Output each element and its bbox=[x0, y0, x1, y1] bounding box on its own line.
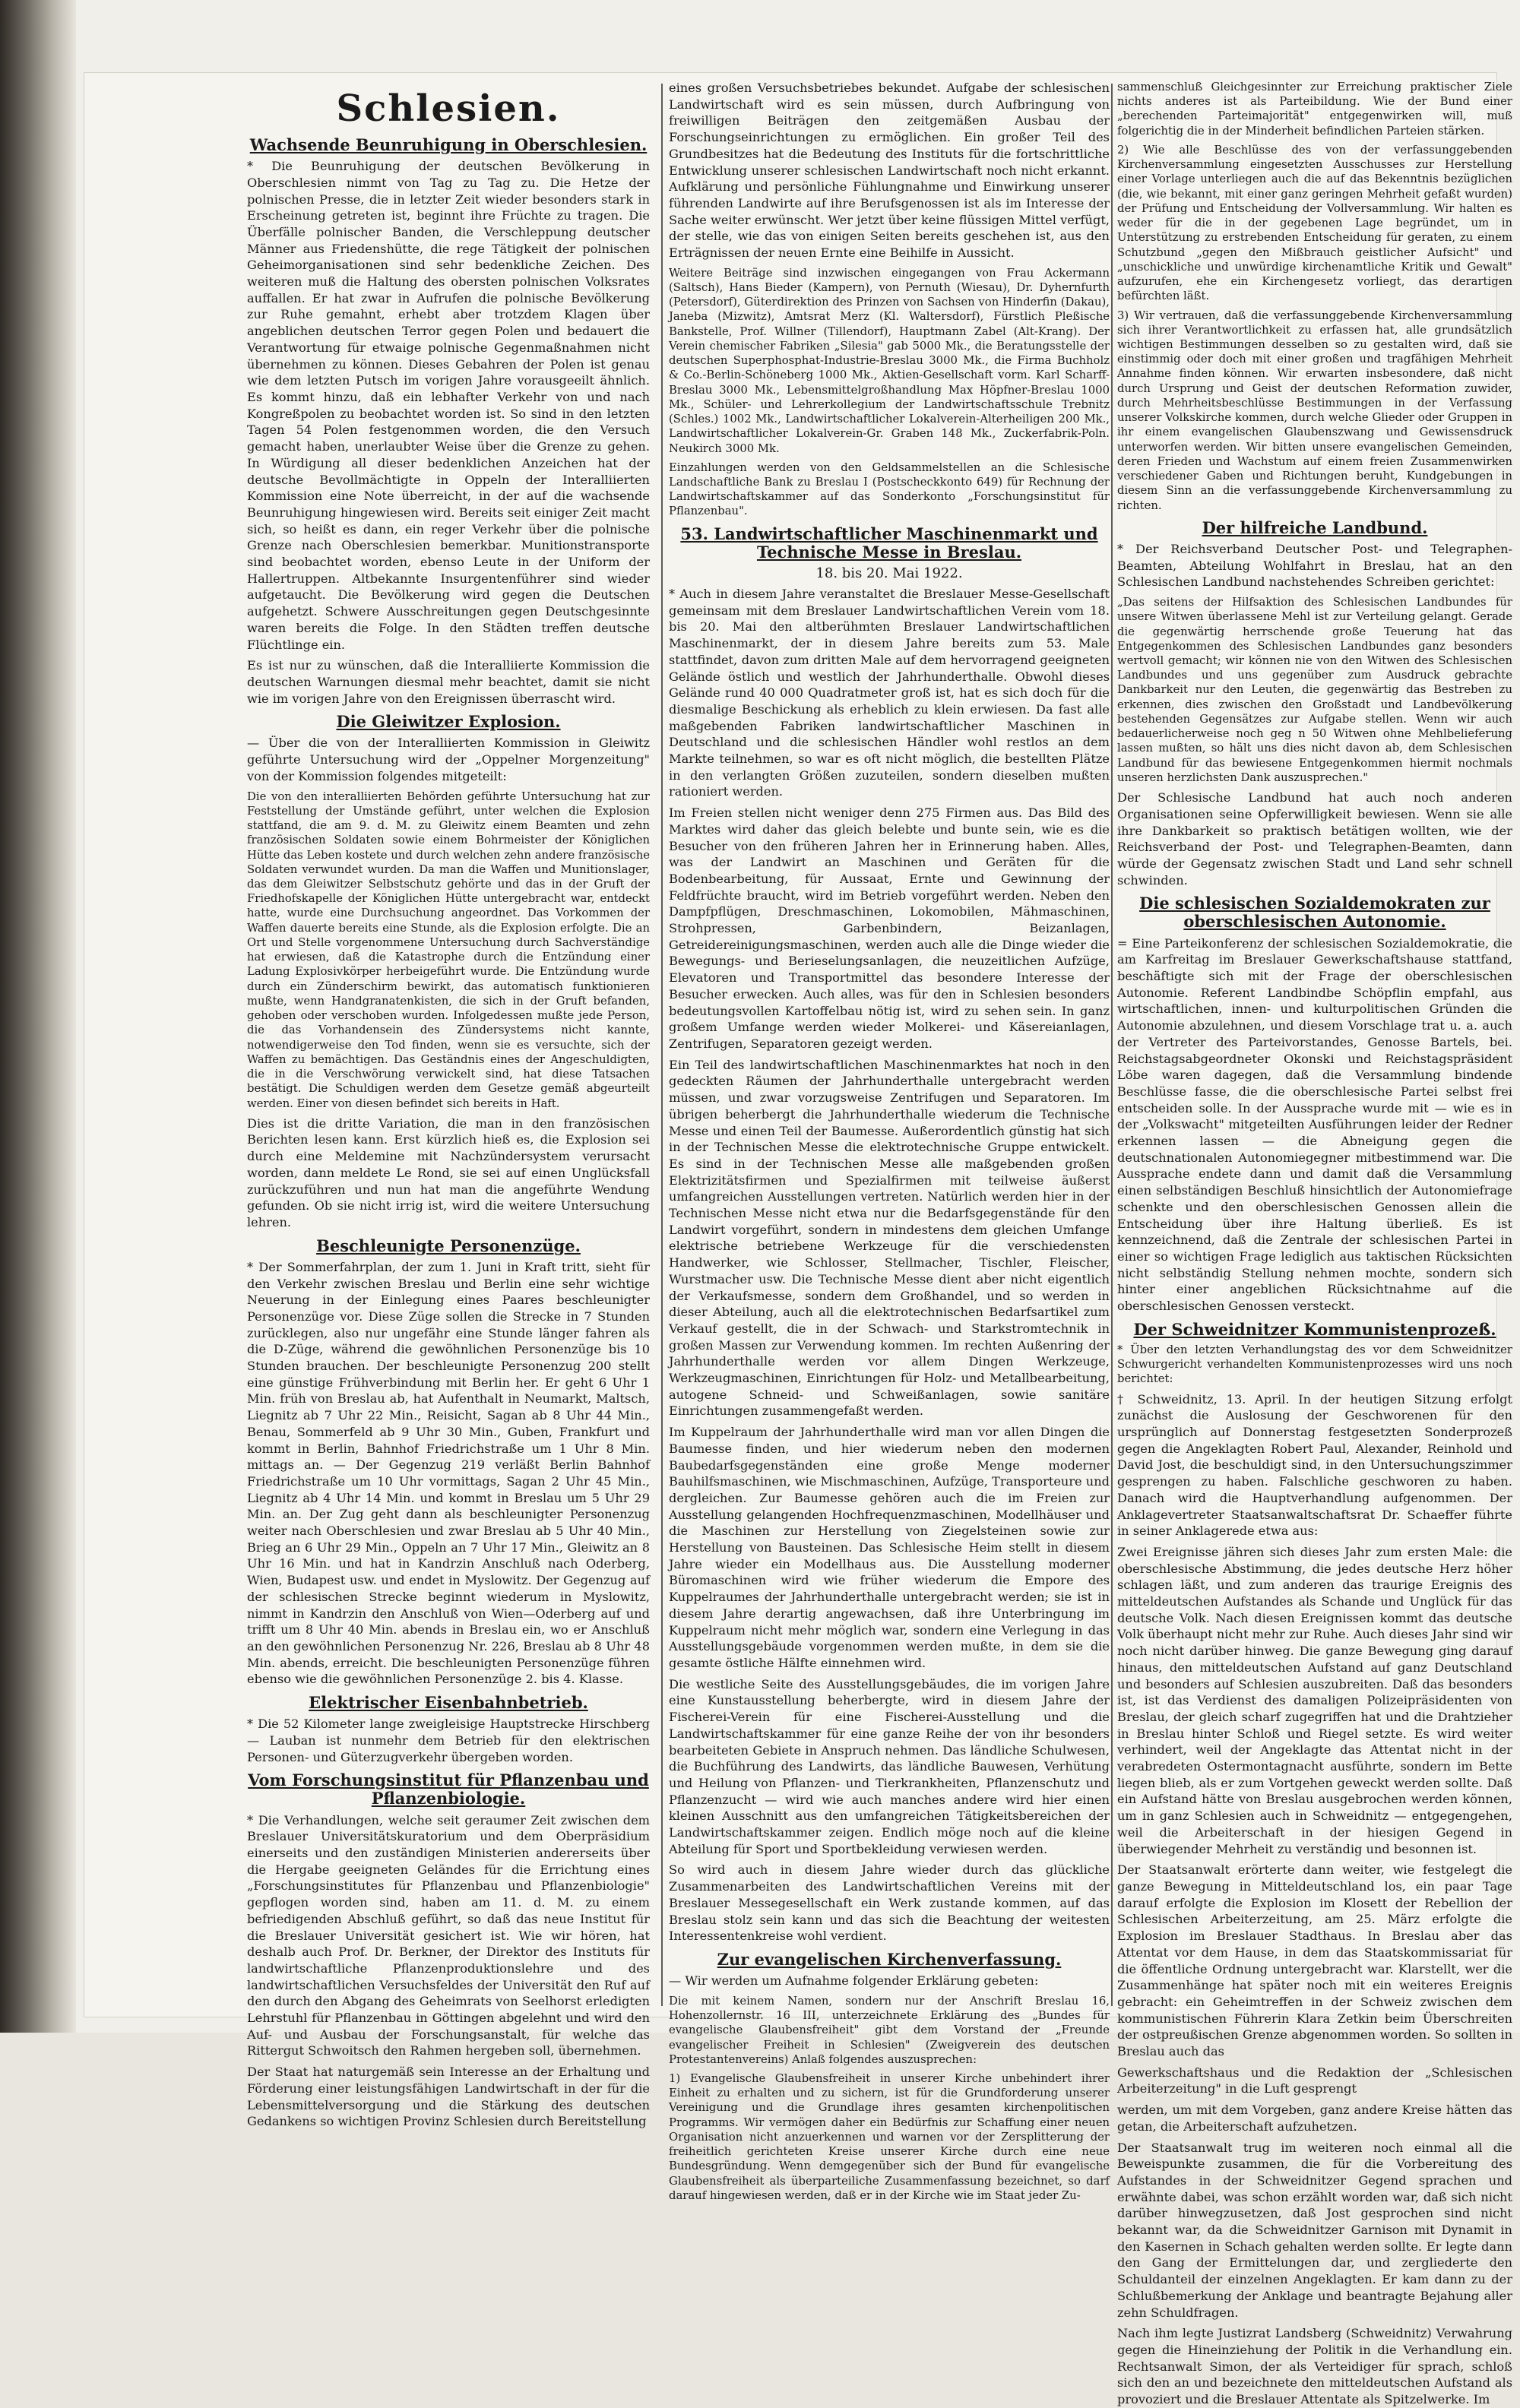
article-paragraph: Der Staatsanwalt erörterte dann weiter, wie festgelegt die ganze Bewegung in Mitteldeutschland los, ein paar Tage darauf erfolgte die Explosion im Klosett der Rebellion der Schlesischen Arbeiterzeitung, am 25. März erfolgte die Explosion im Breslauer Stadthaus. In Breslau aber das Attentat vor dem Hause, in dem das Staatskommissariat für die öffentliche Ordnung untergebracht war. Klarstellt, wer die Zusammenhänge hat später noch mit ein weiteres Ereignis gebracht: ein Geheimtreffen in der Schweiz zwischen dem kommunistischen Führerin Klara Zetkin beim Überschreiten der ostpreußischen Grenze abgenommen worden. So sollten in Breslau auch das bbox=[1117, 1862, 1512, 2059]
article-paragraph: 3) Wir vertrauen, daß die verfassunggebende Kirchenversammlung sich ihrer Verantwortlichkeit zu erfassen hat, alle grundsätzlich wichtigen Bestimmungen desselben so zu gestalten wird, daß sie einstimmig oder doch mit einer großen und tragfähigen Mehrheit Annahme finden können. Wir erwarten insbesondere, daß nicht durch Ursprung und Geist der deutschen Reformation zuwider, durch Mehrheitsbeschlüsse Bestimmungen in der Verfassung unserer Volkskirche kommen, durch welche Glieder oder Gruppen in ihr einem evangelischen Glaubenszwang und Gewissensdruck unterworfen werden. Wir bitten unsere evangelischen Gemeinden, deren Frieden und Wachstum auf einem freien Zusammenwirken verschiedener Gaben und Richtungen beruht, Kundgebungen in diesem Sinn an die verfassunggebende Kirchenversammlung zu richten. bbox=[1117, 309, 1512, 512]
section-title: Schlesien. bbox=[336, 87, 561, 130]
article-paragraph: Die von den interalliierten Behörden geführte Untersuchung hat zur Feststellung der Umstände geführt, unter welchen die Explosion stattfand, die am 9. d. M. zu Gleiwitz einem Beamten und zehn französischen Soldaten sowie einem Bohrmeister der Königlichen Hütte das Leben kostete und durch welchen zehn andere französische Soldaten verwundet wurden. Da man die Waffen und Munitionslager, das dem Gleiwitzer Selbstschutz gehörte und das in der Gruft der Friedhofskapelle der Königlichen Hütte untergebracht war, entdeckt hatte, wurde eine Durchsuchung angeordnet. Das Vorkommen der Waffen dauerte bereits eine Stunde, als die Explosion erfolgte. Die an Ort und Stelle vorgenommene Untersuchung durch Sachverständige hat erwiesen, daß die Katastrophe durch die Entzündung einer Ladung Explosivkörper herbeigeführt wurde. Die Entzündung wurde durch ein Zünderschirm bewirkt, das automatisch funktionieren mußte, wenn Handgranatenkisten, die sich in der Gruft befanden, gehoben oder verschoben wurden. Infolgedessen mußte jede Person, die das Vorhandensein des Zündersystems nicht kannte, notwendigerweise den Tod finden, wenn sie es versuchte, sich der Waffen zu bemächtigen. Das Geständnis eines der Angeschuldigten, die in die Verschwörung verwickelt sind, hat diese Tatsachen bestätigt. Die Schuldigen werden dem Gesetze gemäß abgeurteilt werden. Einer von diesen befindet sich bereits in Haft. bbox=[247, 789, 650, 1110]
article-paragraph: — Wir werden um Aufnahme folgender Erklärung gebeten: bbox=[669, 1973, 1039, 1989]
article-paragraph: Im Freien stellen nicht weniger denn 275 Firmen aus. Das Bild des Marktes wird daher das gleich belebte und bunte sein, wie es die Besucher von den früheren Jahren her in Erinnerung haben. Alles, was der Landwirt an Maschinen und Geräten für die Bodenbearbeitung, für Aussaat, Ernte und Gewinnung der Feldfrüchte braucht, wird im Betrieb vorgeführt werden. Neben den Dampfpflügen, Dreschmaschinen, Lokomobilen, Mähmaschinen, Strohpressen, Garbenbindern, Beizanlagen, Getreidereinigungsmaschinen, werden auch alle die Dinge wieder die Bewegungs- und Berieselungsanlagen, die neuzeitlichen Aufzüge, Elevatoren und Transportmittel das besondere Interesse der Besucher erwecken. Auch alles, was für den in Schlesien besonders bedeutungsvollen Kartoffelbau nötig ist, wird zu sehen sein. In ganz großem Umfange werden wieder Molkerei- und Käsereianlagen, Zentrifugen, Separatoren gezeigt werden. bbox=[669, 805, 1110, 1051]
column-1 bbox=[247, 80, 650, 2129]
column-3 bbox=[1117, 80, 1512, 2407]
article-title: Elektrischer Eisenbahnbetrieb. bbox=[309, 1693, 588, 1713]
article-paragraph: Es ist nur zu wünschen, daß die Interalliierte Kommission die deutschen Warnungen diesmal mehr beachtet, damit sie nicht wie im vorigen Jahre von den Ereignissen überrascht wird. bbox=[247, 658, 650, 706]
article-paragraph: * Die 52 Kilometer lange zweigleisige Hauptstrecke Hirschberg — Lauban ist nunmehr dem Betrieb für den elektrischen Personen- und Güterzugverkehr übergeben worden. bbox=[247, 1717, 650, 1764]
article-title: Zur evangelischen Kirchenverfassung. bbox=[717, 1949, 1062, 1969]
article-paragraph: * Der Reichsverband Deutscher Post- und Telegraphen-Beamten, Abteilung Wohlfahrt in Breslau, hat an den Schlesischen Landbund nachstehendes Schreiben gerichtet: bbox=[1117, 541, 1512, 590]
article-paragraph: Der Staat hat naturgemäß sein Interesse an der Erhaltung und Förderung einer leistungsfähigen Landwirtschaft in der für die Lebensmittelversorgung und die Stärkung des deutschen Gedankens so wichtigen Provinz Schlesien durch Bereitstellung bbox=[247, 2065, 650, 2129]
article-paragraph: Weitere Beiträge sind inzwischen eingegangen von Frau Ackermann (Saltsch), Hans Bieder (Kampern), von Pernuth (Wiesau), Dr. Dyhernfurth (Petersdorf), Güterdirektion des Prinzen von Sachsen von Hinderfin (Dakau), Janeba (Mizwitz), Amtsrat Merz (Kl. Waltersdorf), Fürstlich Pleßische Bankstelle, Prof. Willner (Tillendorf), Hauptmann Zabel (Alt-Krang). Der Verein chemischer Fabriken „Silesia" gab 5000 Mk., die Beratungsstelle der deutschen Superphosphat-Industrie-Breslau 3000 Mk., die Firma Buchholz & Co.-Berlin-Schöneberg 1000 Mk., Aktien-Gesellschaft vorm. Karl Scharff-Breslau 3000 Mk., Lebensmittelgroßhandlung Max Höpfner-Breslau 1000 Mk., Schüler- und Lehrerkollegium der Landwirtschaftsschule Trebnitz (Schles.) 1002 Mk., Landwirtschaftlicher Lokalverein-Alterheiligen 200 Mk., Landwirtschaftlicher Lokalverein-Gr. Graben 148 Mk., Zuckerfabrik-Poln. Neukirch 3000 Mk. bbox=[669, 266, 1110, 455]
article-paragraph: werden, um mit dem Vorgeben, ganz andere Kreise hätten das getan, die Arbeiterschaft aufzuhetzen. bbox=[1117, 2103, 1512, 2134]
article-paragraph: = Eine Parteikonferenz der schlesischen Sozialdemokratie, die am Karfreitag im Breslauer Gewerkschaftshause stattfand, beschäftigte sich mit der Frage der oberschlesischen Autonomie. Referent Landbindbe Schöpflin empfahl, aus wirtschaftlichen, innen- und kulturpolitischen Gründen die Autonomie abzulehnen, und diesem Vorschlage trat u. a. auch der Vertreter des Parteivorstandes, Genosse Bartels, bei. Reichstagsabgeordneter Okonski und Reichstagspräsident Löbe waren dagegen, daß die Versammlung bindende Beschlüsse fasse, die die oberschlesische Partei selbst frei entscheiden solle. In der Aussprache wurde mit — wie es in der „Volkswacht" mitgeteilten Ausführungen leider der Redner erkennen lassen — die Abneigung gegen die deutschnationalen Autonomiegegner mitbestimmend war. Die Aussprache endete dann und damit daß die Versammlung einen selbständigen Beschluß hinsichtlich der Autonomiefrage schenkte und den oberschlesischen Genossen allein die Entscheidung über ihre Haltung überließ. Es ist kennzeichnend, daß die Zentrale der schlesischen Partei in einer so wichtigen Frage lediglich aus taktischen Rücksichten nicht selbständig Stellung nehmen mochte, sondern sich hinter einer angeblichen Rücksichtnahme auf die oberschlesischen Genossen versteckt. bbox=[1117, 935, 1512, 1314]
article-paragraph: * Der Sommerfahrplan, der zum 1. Juni in Kraft tritt, sieht für den Verkehr zwischen Breslau und Berlin eine sehr wichtige Neuerung in der Einlegung eines Paares beschleunigter Personenzüge vor. Diese Züge sollen die Strecke in 7 Stunden zurücklegen, also nur ungefähr eine Stunde länger fahren als die D-Züge, während die gewöhnlichen Personenzüge bis 10 Stunden brauchen. Der beschleunigte Personenzug 200 stellt eine günstige Frühverbindung mit Berlin her. Er geht 6 Uhr 1 Min. früh von Breslau ab, hat Aufenthalt in Neumarkt, Maltsch, Liegnitz ab 7 Uhr 22 Min., Reisicht, Sagan ab 8 Uhr 44 Min., Benau, Sommerfeld ab 9 Uhr 30 Min., Guben, Frankfurt und kommt in Berlin, Bahnhof Friedrichstraße um 1 Uhr 8 Min. mittags an. — Der Gegenzug 219 verläßt Berlin Bahnhof Friedrichstraße um 10 Uhr vormittags, Sagan 2 Uhr 45 Min., Liegnitz ab 4 Uhr 14 Min. und kommt in Breslau um 5 Uhr 29 Min. an. Der Zug geht dann als beschleunigter Personenzug weiter nach Oberschlesien und zwar Breslau ab 5 Uhr 40 Min., Brieg an 6 Uhr 29 Min., Oppeln an 7 Uhr 17 Min., Gleiwitz an 8 Uhr 16 Min. und hat in Kandrzin Anschluß nach Oderberg, Wien, Budapest usw. und endet in Myslowitz. Der Gegenzug auf der schlesischen Strecke beginnt wiederum in Myslowitz, nimmt in Kandrzin den Anschluß von Wien—Oderberg auf und trifft um 8 Uhr 40 Min. abends in Breslau ein, wo er Anschluß an den gewöhnlichen Personenzug Nr. 226, Breslau ab 8 Uhr 48 Min. abends, erreicht. Die beschleunigten Personenzüge führen ebenso wie die gewöhnlichen Personenzüge 2. bis 4. Klasse. bbox=[247, 1259, 650, 1687]
article-paragraph: Nach ihm legte Justizrat Landsberg (Schweidnitz) Verwahrung gegen die Hineinziehung der Politik in die Verhandlung ein. Rechtsanwalt Simon, der als Verteidiger für sprach, schloß sich den an und bezeichnete den mitteldeutschen Aufstand als provoziert und die Breslauer Attentate als Spitzelwerke. Im bbox=[1117, 2326, 1512, 2407]
article-paragraph: Einzahlungen werden von den Geldsammelstellen an die Schlesische Landschaftliche Bank zu Breslau I (Postscheckkonto 649) für Rechnung der Landwirtschaftskammer auf das Sonderkonto „Forschungsinstitut für Pflanzenbau". bbox=[669, 460, 1110, 518]
article-title: Vom Forschungsinstitut für Pflanzenbau und Pflanzenbiologie. bbox=[248, 1770, 649, 1808]
article-paragraph: Die westliche Seite des Ausstellungsgebäudes, die im vorigen Jahre eine Kunstausstellung beherbergte, wird in diesem Jahre der Fischerei-Verein für eine Fischerei-Ausstellung und die Landwirtschaftskammer für eine ganze Reihe der von ihr besonders bearbeiteten Gebiete in Anspruch nehmen. Das ländliche Schulwesen, die Buchführung des Landwirts, das ländliche Bauwesen, Verhütung und Heilung von Pflanzen- und Tierkrankheiten, Pflanzenschutz und Pflanzenzucht — wird wie auch manches andere wird hier einen kleinen Ausschnitt aus den umfangreichen Tätigkeitsbereichen der Landwirtschaftskammer zeigen. Endlich möge noch auf die kleine Abteilung für Sport und Sportbekleidung verwiesen werden. bbox=[669, 1676, 1110, 1856]
column-rule bbox=[661, 84, 663, 2006]
article-title: Der hilfreiche Landbund. bbox=[1202, 517, 1428, 537]
article-paragraph: * Über den letzten Verhandlungstag des vor dem Schweidnitzer Schwurgericht verhandelten Kommunistenprozesses wird uns noch berichtet: bbox=[1117, 1343, 1512, 1386]
article-paragraph: † Schweidnitz, 13. April. In der heutigen Sitzung erfolgt zunächst die Auslosung der Geschworenen für den ursprünglich auf Donnerstag festgesetzten Sonderprozeß gegen die Angeklagten Robert Paul, Alexander, Reinhold und David Jost, die beschuldigt sind, in den Untersuchungszimmer gesprengen zu haben. Falschliche geschworen zu haben. Danach wird die Hauptverhandlung aufgenommen. Der Anklagevertreter Staatsanwaltschaftsrat Dr. Schaeffer führte in seiner Anklagerede etwa aus: bbox=[1117, 1391, 1512, 1539]
article-paragraph: sammenschluß Gleichgesinnter zur Erreichung praktischer Ziele nichts anderes ist als Parteibildung. Wie der Bund einer „berechenden Parteimajorität" entgegenwirken will, muß folgerichtig die in der Minderheit befindlichen Parteien stärken. bbox=[1117, 81, 1512, 138]
newspaper-page bbox=[84, 72, 1512, 2407]
article-paragraph: * Die Beunruhigung der deutschen Bevölkerung in Oberschlesien nimmt von Tag zu Tag zu. Die Hetze der polnischen Presse, die in letzter Zeit wieder besonders stark in Erscheinung getreten ist, beginnt ihre Früchte zu tragen. Die Überfälle polnischer Banden, die Verschleppung deutscher Männer aus Friedenshütte, die rege Tätigkeit der polnischen Geheimorganisationen sind sehr bedenkliche Zeichen. Des weiteren muß die Haltung des obersten polnischen Volksrates auffallen. Er hat zwar in Aufrufen die polnische Bevölkerung zur Ruhe gemahnt, erhebt aber trotzdem Klagen über angeblichen deutschen Terror gegen Polen und bedauert die Verantwortung für etwaige polnische Gegenmaßnahmen nicht übernehmen zu können. Dieses Gebahren der Polen ist genau wie dem letzten Putsch im vorigen Jahre vorausgeeilt ähnlich. Es kommt hinzu, daß ein lebhafter Verkehr von und nach Kongreßpolen zu beobachtet worden ist. So sind in den letzten Tagen 54 Polen festgenommen worden, die den Versuch gemacht haben, unerlaubter Weise über die Grenze zu gehen. In Würdigung all dieser bedenklichen Anzeichen hat der deutsche Bevollmächtigte in Oppeln der Interalliierten Kommission eine Note überreicht, in der auf die wachsende Beunruhigung hingewiesen wird. Bereits seit einiger Zeit macht sich, so heißt es dann, ein reger Verkehr über die polnische Grenze nach Oberschlesien bemerkbar. Munitionstransporte sind beobachtet worden, ebenso Leute in der Uniform der Hallertruppen. Altbekannte Insurgentenführer sind wieder aufgetaucht. Die Bevölkerung wird gegen die Deutschen aufgehetzt. Schwere Ausschreitungen gegen Deutschgesinnte waren bereits die Folge. In den Städten treffen deutsche Flüchtlinge ein. bbox=[247, 159, 650, 652]
article-title: Die Gleiwitzer Explosion. bbox=[336, 712, 561, 732]
article-paragraph: — Über die von der Interalliierten Kommission in Gleiwitz geführte Untersuchung wird der „Oppelner Morgenzeitung" von der Kommission folgendes mitgeteilt: bbox=[247, 736, 650, 783]
article-title: Die schlesischen Sozialdemokraten zur oberschlesischen Autonomie. bbox=[1139, 894, 1490, 932]
article-paragraph: So wird auch in diesem Jahre wieder durch das glückliche Zusammenarbeiten des Landwirtschaftlichen Vereins mit der Breslauer Messegesellschaft ein Werk zustande kommen, auf das Breslau stolz sein kann und das sich die Beachtung der weitesten Interessentenkreise wohl verdient. bbox=[669, 1862, 1110, 1944]
article-paragraph: Ein Teil des landwirtschaftlichen Maschinenmarktes hat noch in den gedeckten Räumen der Jahrhunderthalle untergebracht werden müssen, und zwar vorzugsweise Zentrifugen und Separatoren. Im übrigen beherbergt die Jahrhunderthalle wiederum die Technische Messe und einen Teil der Baumesse. Außerordentlich günstig hat sich in der Technischen Messe die elektrotechnische Gruppe entwickelt. Es sind in der Technischen Messe alle maßgebenden großen Elektrizitätsfirmen und Spezialfirmen mit teilweise äußerst umfangreichen Ausstellungen vertreten. Natürlich werden hier in der Technischen Messe nicht etwa nur die Bedarfsgegenstände für den Landwirt vorgeführt, sondern in mindestens dem gleichen Umfange elektrische betriebene Werkzeuge für die verschiedensten Handwerker, wie Schlosser, Stellmacher, Tischler, Fleischer, Wurstmacher usw. Die Technische Messe dient aber nicht eigentlich der Verkaufsmesse, sondern dem Großhandel, und so werden in dieser Abteilung, auch all die elektrotechnischen Bedarfsartikel zum Verkauf gestellt, die in der Schwach- und Starkstromtechnik in großen Massen zur Verwendung kommen. Im rechten Außenring der Jahrhunderthalle werden vor allem Dingen Werkzeuge, Werkzeugmaschinen, Einrichtungen für Holz- und Metallbearbeitung, autogene Schneid- und Schweißanlagen, sowie sanitäre Einrichtungen zusammengefaßt werden. bbox=[669, 1057, 1110, 1419]
article-title: Der Schweidnitzer Kommunistenprozeß. bbox=[1133, 1319, 1496, 1339]
article-paragraph: Gewerkschaftshaus und die Redaktion der „Schlesischen Arbeiterzeitung" in die Luft gesprengt bbox=[1117, 2065, 1512, 2096]
article-paragraph: Der Schlesische Landbund hat auch noch anderen Organisationen seine Opferwilligkeit bewiesen. Wenn sie alle ihre Dankbarkeit so praktisch betätigen wollten, wie der Reichsverband der Post- und Telegraphen-Beamten, dann würde der Gegensatz zwischen Stadt und Land sehr schnell schwinden. bbox=[1117, 790, 1512, 888]
column-rule bbox=[1111, 84, 1113, 2006]
article-paragraph: Dies ist die dritte Variation, die man in den französischen Berichten lesen kann. Erst kürzlich hieß es, die Explosion sei durch eine Meldemine mit Nachzündersystem verursacht worden, dann meldete Le Rond, sie sei auf einen Unglücksfall zurückzuführen und nun hat man die angeführte Wendung gefunden. Ob sie nicht irrig ist, wird die weitere Untersuchung lehren. bbox=[247, 1115, 650, 1229]
article-paragraph: 1) Evangelische Glaubensfreiheit in unserer Kirche unbehindert ihrer Einheit zu erhalten und zu sichern, ist für die Grundforderung unserer Vereinigung und die Grundlage ihres gesamten kirchenpolitischen Programms. Wir vermögen daher ein Bedürfnis zur Schaffung einer neuen Organisation nicht anzuerkennen und warnen vor der Zersplitterung der freiheitlich gerichteten Kreise unserer Kirche durch eine neue Bundesgründung. Wenn demgegenüber sich der Bund für evangelische Glaubensfreiheit als überparteiliche Zusammenfassung bezeichnet, so darf darauf hingewiesen werden, daß er in der Kirche wie im Staat jeder Zu- bbox=[669, 2071, 1110, 2202]
article-title: 53. Landwirtschaftlicher Maschinenmarkt und Technische Messe in Breslau. bbox=[680, 524, 1098, 562]
article-title: Beschleunigte Personenzüge. bbox=[316, 1236, 581, 1255]
article-paragraph: „Das seitens der Hilfsaktion des Schlesischen Landbundes für unsere Witwen überlassene Mehl ist zur Verteilung gelangt. Gerade die gegenwärtig herrschende große Teuerung hat das Entgegenkommen des Schlesischen Landbundes ganz besonders wertvoll gemacht; wir können nie von den Witwen des Schlesischen Landbundes und uns gegenüber zum Ausdruck gebrachte Dankbarkeit nur den Leuten, die gegenwärtig das Bestreben zu erkennen, dies zwischen den Großstadt und Landbevölkerung bestehenden Gegensätzes zur Aufgabe stellen. Wenn wir auch bedauerlicherweise noch geg n 50 Witwen ohne Mehlbelieferung lassen mußten, so hält uns dies nicht davon ab, dem Schlesischen Landbund für das bewiesene Entgegenkommen hiermit nochmals unseren herzlichsten Dank auszusprechen." bbox=[1117, 596, 1512, 784]
article-paragraph: * Die Verhandlungen, welche seit geraumer Zeit zwischen dem Breslauer Universitätskuratorium und dem Oberpräsidium einerseits und den zuständigen Ministerien andererseits über die Hergabe geeigneten Geländes für die Errichtung eines „Forschungsinstitutes für Pflanzenbau und Pflanzenbiologie" gepflogen worden sind, haben am 11. d. M. zu einem befriedigenden Abschluß geführt, so daß das neue Institut für die Breslauer Universität gesichert ist. Wie wir hören, hat deshalb auch Prof. Dr. Berkner, der Direktor des Instituts für landwirtschaftliche Pflanzenproduktionslehre und des landwirtschaftlichen Versuchsfeldes der Universität den Ruf auf den durch den Abgang des Geheimrats von Seelhorst erledigten Lehrstuhl für Pflanzenbau in Göttingen abgelehnt und wird den Auf- und Ausbau der Forschungsanstalt, für welche das Rittergut Schwoitsch den Rahmen hergeben soll, übernehmen. bbox=[247, 1812, 650, 2058]
article-paragraph: * Auch in diesem Jahre veranstaltet die Breslauer Messe-Gesellschaft gemeinsam mit dem Breslauer Landwirtschaftlichen Verein vom 18. bis 20. Mai den altberühmten Breslauer Landwirtschaftlichen Maschinenmarkt, der in diesem Jahre bereits zum 53. Male stattfindet, davon zum dritten Male auf dem hervorragend geeigneten Gelände östlich und westlich der Jahrhunderthalle. Obwohl dieses Gelände rund 40 000 Quadratmeter groß ist, hat es sich doch für die diesmalige Beschickung als erheblich zu klein erwiesen. Da fast alle maßgebenden Fabriken landwirtschaftlicher Maschinen in Deutschland und die schlesischen Händler wohl restlos an dem Markte teilnehmen, so war es oft nicht möglich, die bestellten Plätze in den verlangten Größen zuzuteilen, sondern dieselben mußten rationiert werden. bbox=[669, 587, 1110, 799]
article-paragraph: Der Staatsanwalt trug im weiteren noch einmal all die Beweispunkte zusammen, die für die Vorbereitung des Aufstandes in der Schweidnitzer Gegend sprachen und erwähnte dabei, was schon erzählt worden war, daß sich nicht darüber hinwegzusetzen, daß Jost gesprochen sind nicht bekannt war, da die Schweidnitzer Garnison mit Dynamit in den Kasernen in Schach gehalten werden sollte. Er legte dann den Gang der Ermittelungen dar, und zergliederte den Schuldanteil der einzelnen Angeklagten. Er kam dann zu der Schlußbemerkung der Anklage und beantragte Bejahung aller zehn Schuldfragen. bbox=[1117, 2140, 1512, 2320]
article-paragraph: 2) Wie alle Beschlüsse des von der verfassunggebenden Kirchenversammlung eingesetzten Ausschusses zur Herstellung einer Vorlage unterliegen auch die auf das Bekenntnis bezüglichen (die, wie bekannt, mit einer ganz geringen Mehrheit gefaßt wurden) der Prüfung und Entscheidung der Vollversammlung. Wir halten es weder für die in der gegebenen Lage begründet, um in Unterstützung zu erstrebenden Entscheidung für geraten, zu einem Schutzbund „gegen den Mißbrauch geistlicher Aufsicht" und „unschickliche und unwürdige kirchenamtliche Kritik und Gewalt" aufzurufen, ehe ein Kirchengesetz vorliegt, das derartigen befürchten läßt. bbox=[1117, 143, 1512, 303]
article-paragraph: eines großen Versuchsbetriebes bekundet. Aufgabe der schlesischen Landwirtschaft wird es sein müssen, durch Aufbringung von freiwilligen Beiträgen den zeitgemäßen Ausbau der Forschungseinrichtungen zu ermöglichen. Ein großer Teil des Grundbesitzes hat die Bedeutung des Instituts für die fortschrittliche Entwicklung unserer schlesischen Landwirtschaft noch nicht erkannt. Aufklärung und persönliche Fühlungnahme und Einwirkung unserer führenden Landwirte auf ihre Berufsgenossen ist als im Interesse der Sache weiter erwünscht. Wer jetzt über keine flüssigen Mittel verfügt, der stelle, wie das von einigen Seiten bereits geschehen ist, aus den Erträgnissen der neuen Ernte eine Beihilfe in Aussicht. bbox=[669, 81, 1110, 261]
article-dateline: 18. bis 20. Mai 1922. bbox=[815, 565, 963, 581]
article-title: Wachsende Beunruhigung in Oberschlesien. bbox=[249, 135, 648, 154]
article-paragraph: Die mit keinem Namen, sondern nur der Anschrift Breslau 16, Hohenzollernstr. 16 III, unterzeichnete Erklärung des „Bundes für evangelische Glaubensfreiheit" gibt dem Vorstand der „Freunde evangelischer Freiheit in Schlesien" (Zweigverein des deutschen Protestantenvereins) Anlaß folgendes auszusprechen: bbox=[669, 1994, 1110, 2066]
article-paragraph: Zwei Ereignisse jähren sich dieses Jahr zum ersten Male: die oberschlesische Abstimmung, die jedes deutsche Herz höher schlagen läßt, und zum anderen das traurige Ereignis des mitteldeutschen Aufstandes als Schande und Unglück für das deutsche Volk. Nach diesen Ereignissen kommt das deutsche Volk überhaupt nicht mehr zur Ruhe. Auch dieses Jahr sind wir noch nicht darüber hinweg. Die ganze Bewegung ging darauf hinaus, den mitteldeutschen Aufstand auf ganz Deutschland und besonders auf Schlesien auszubreiten. Daß das besonders ist, ist das Verdienst des damaligen Polizeipräsidenten von Breslau, der gleich scharf zugegriffen hat und die Drahtzieher in Breslau hinter Schloß und Riegel setzte. Es wird weiter verhindert, weil der Angeklagte das Attentat nicht in der verabredeten Ostermontagnacht ausführte, sondern im Bette liegen blieb, als er zum Vortgehen geweckt werden sollte. Daß ein Aufstand hätte von Breslau ausgebrochen werden können, um in ganz Schlesien auch in Schweidnitz — entgegengehen, weil die Arbeiterschaft in der hiesigen Gegend in überwiegender Mehrheit zu verständig und besonnen ist. bbox=[1117, 1544, 1512, 1856]
book-binding-edge bbox=[0, 0, 76, 2033]
column-2 bbox=[669, 80, 1110, 2202]
article-paragraph: Im Kuppelraum der Jahrhunderthalle wird man vor allen Dingen die Baumesse finden, und hier wiederum neben den modernen Baubedarfsgegenständen eine große Menge moderner Bauhilfsmaschinen, wie Mischmaschinen, Aufzüge, Transporteure und dergleichen. Zur Baumesse gehören auch die im Freien zur Ausstellung gelangenden Hochfrequenzmaschinen, Modellhäuser und die Maschinen zur Herstellung von Ziegelsteinen sowie zur Herstellung von Bausteinen. Das Schlesische Heim stellt in diesem Jahre wieder ein Modellhaus aus. Die Ausstellung moderner Büromaschinen wird wie früher wiederum die Empore des Kuppelraumes der Jahrhunderthalle untergebracht werden; sie ist in diesem Jahre derartig angewachsen, daß ihre Unterbringung im Kuppelraum nicht mehr möglich war, sondern eine Verlegung in das Ausstellungsgebäude vorgenommen werden mußte, in dem sie die gesamte östliche Hälfte einnehmen wird. bbox=[669, 1425, 1110, 1670]
